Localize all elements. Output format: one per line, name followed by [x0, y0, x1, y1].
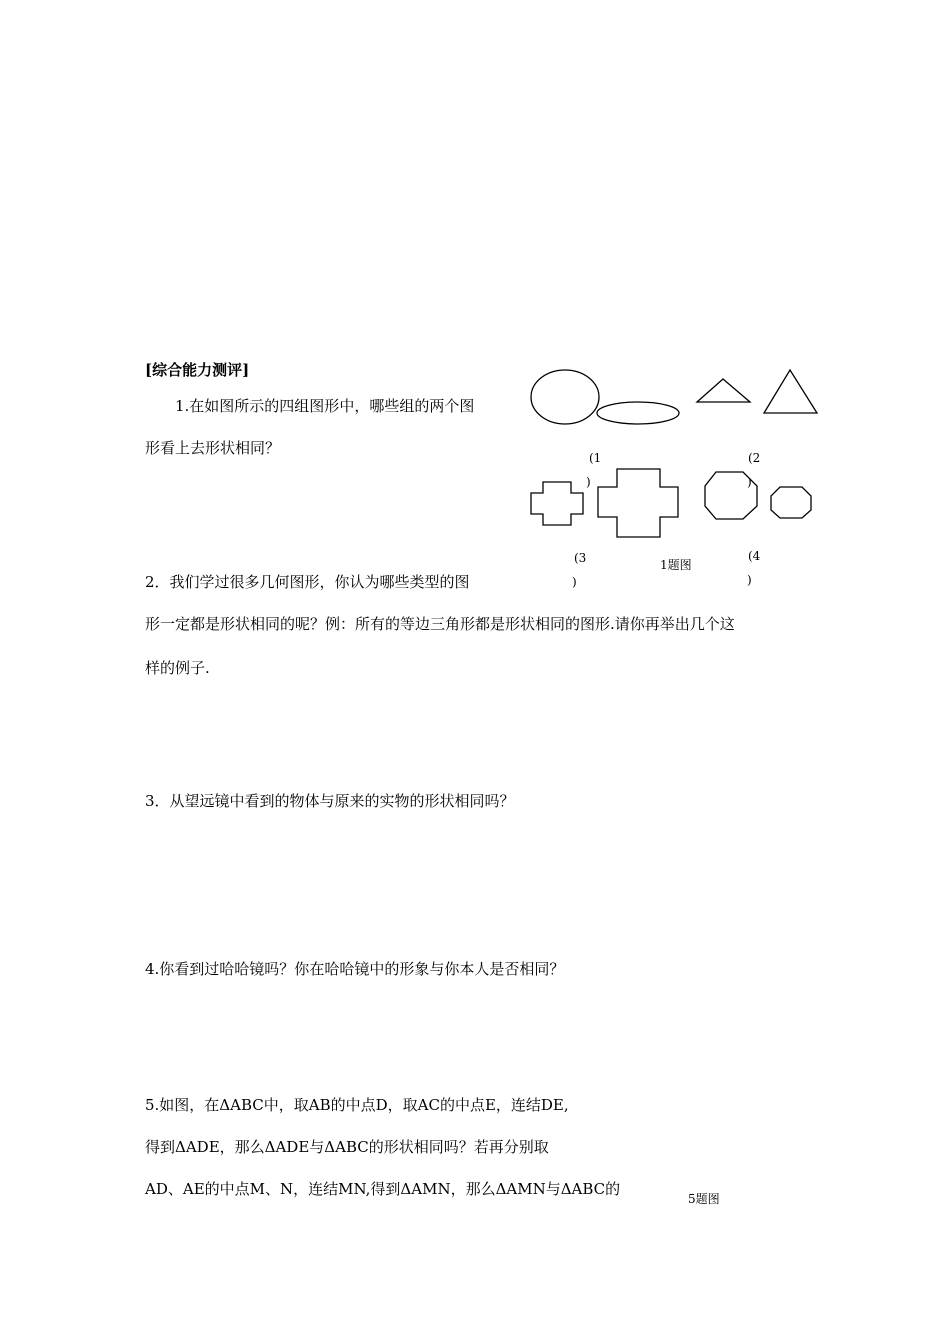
- figure-1-label-4b: ): [747, 573, 752, 587]
- circle-shape: [531, 370, 599, 424]
- figure-1-label-1b: ): [586, 475, 591, 489]
- section-title: [综合能力测评]: [145, 361, 250, 379]
- large-cross-shape: [598, 469, 678, 537]
- question-2-line-2: 形一定都是形状相同的呢？例：所有的等边三角形都是形状相同的图形.请你再举出几个这: [145, 615, 735, 633]
- figure-1-label-2b: ): [747, 475, 752, 489]
- flat-ellipse-shape: [597, 402, 679, 424]
- question-5-line-3: AD、AE的中点M、N，连结MN,得到ΔAMN，那么ΔAMN与ΔABC的: [145, 1180, 621, 1198]
- small-octagon-shape: [771, 487, 811, 518]
- figure-1-label-2a: (2: [748, 451, 761, 465]
- question-5-line-1: 5.如图，在ΔABC中，取AB的中点D，取AC的中点E，连结DE,: [145, 1096, 569, 1114]
- question-2-line-1: 2．我们学过很多几何图形，你认为哪些类型的图: [145, 573, 470, 591]
- large-triangle-shape: [764, 370, 817, 413]
- figure-1-label-4a: (4: [748, 549, 761, 563]
- question-1-line-2: 形看上去形状相同？: [145, 439, 281, 457]
- question-5-line-2: 得到ΔADE，那么ΔADE与ΔABC的形状相同吗？若再分别取: [145, 1138, 549, 1156]
- figure-1-label-1a: (1: [589, 451, 602, 465]
- question-3: 3．从望远镜中看到的物体与原来的实物的形状相同吗？: [145, 792, 515, 810]
- question-4: 4.你看到过哈哈镜吗？你在哈哈镜中的形象与你本人是否相同？: [145, 960, 565, 978]
- figure-1-label-3b: ): [572, 575, 577, 589]
- small-triangle-shape: [697, 379, 750, 402]
- question-1-line-1: 1.在如图所示的四组图形中，哪些组的两个图: [175, 397, 475, 415]
- question-2-line-3: 样的例子.: [145, 659, 210, 677]
- figure-1-caption: 1题图: [660, 558, 692, 572]
- figure-5-caption: 5题图: [688, 1192, 720, 1206]
- figure-1-label-3a: (3: [574, 551, 587, 565]
- small-cross-shape: [531, 482, 583, 525]
